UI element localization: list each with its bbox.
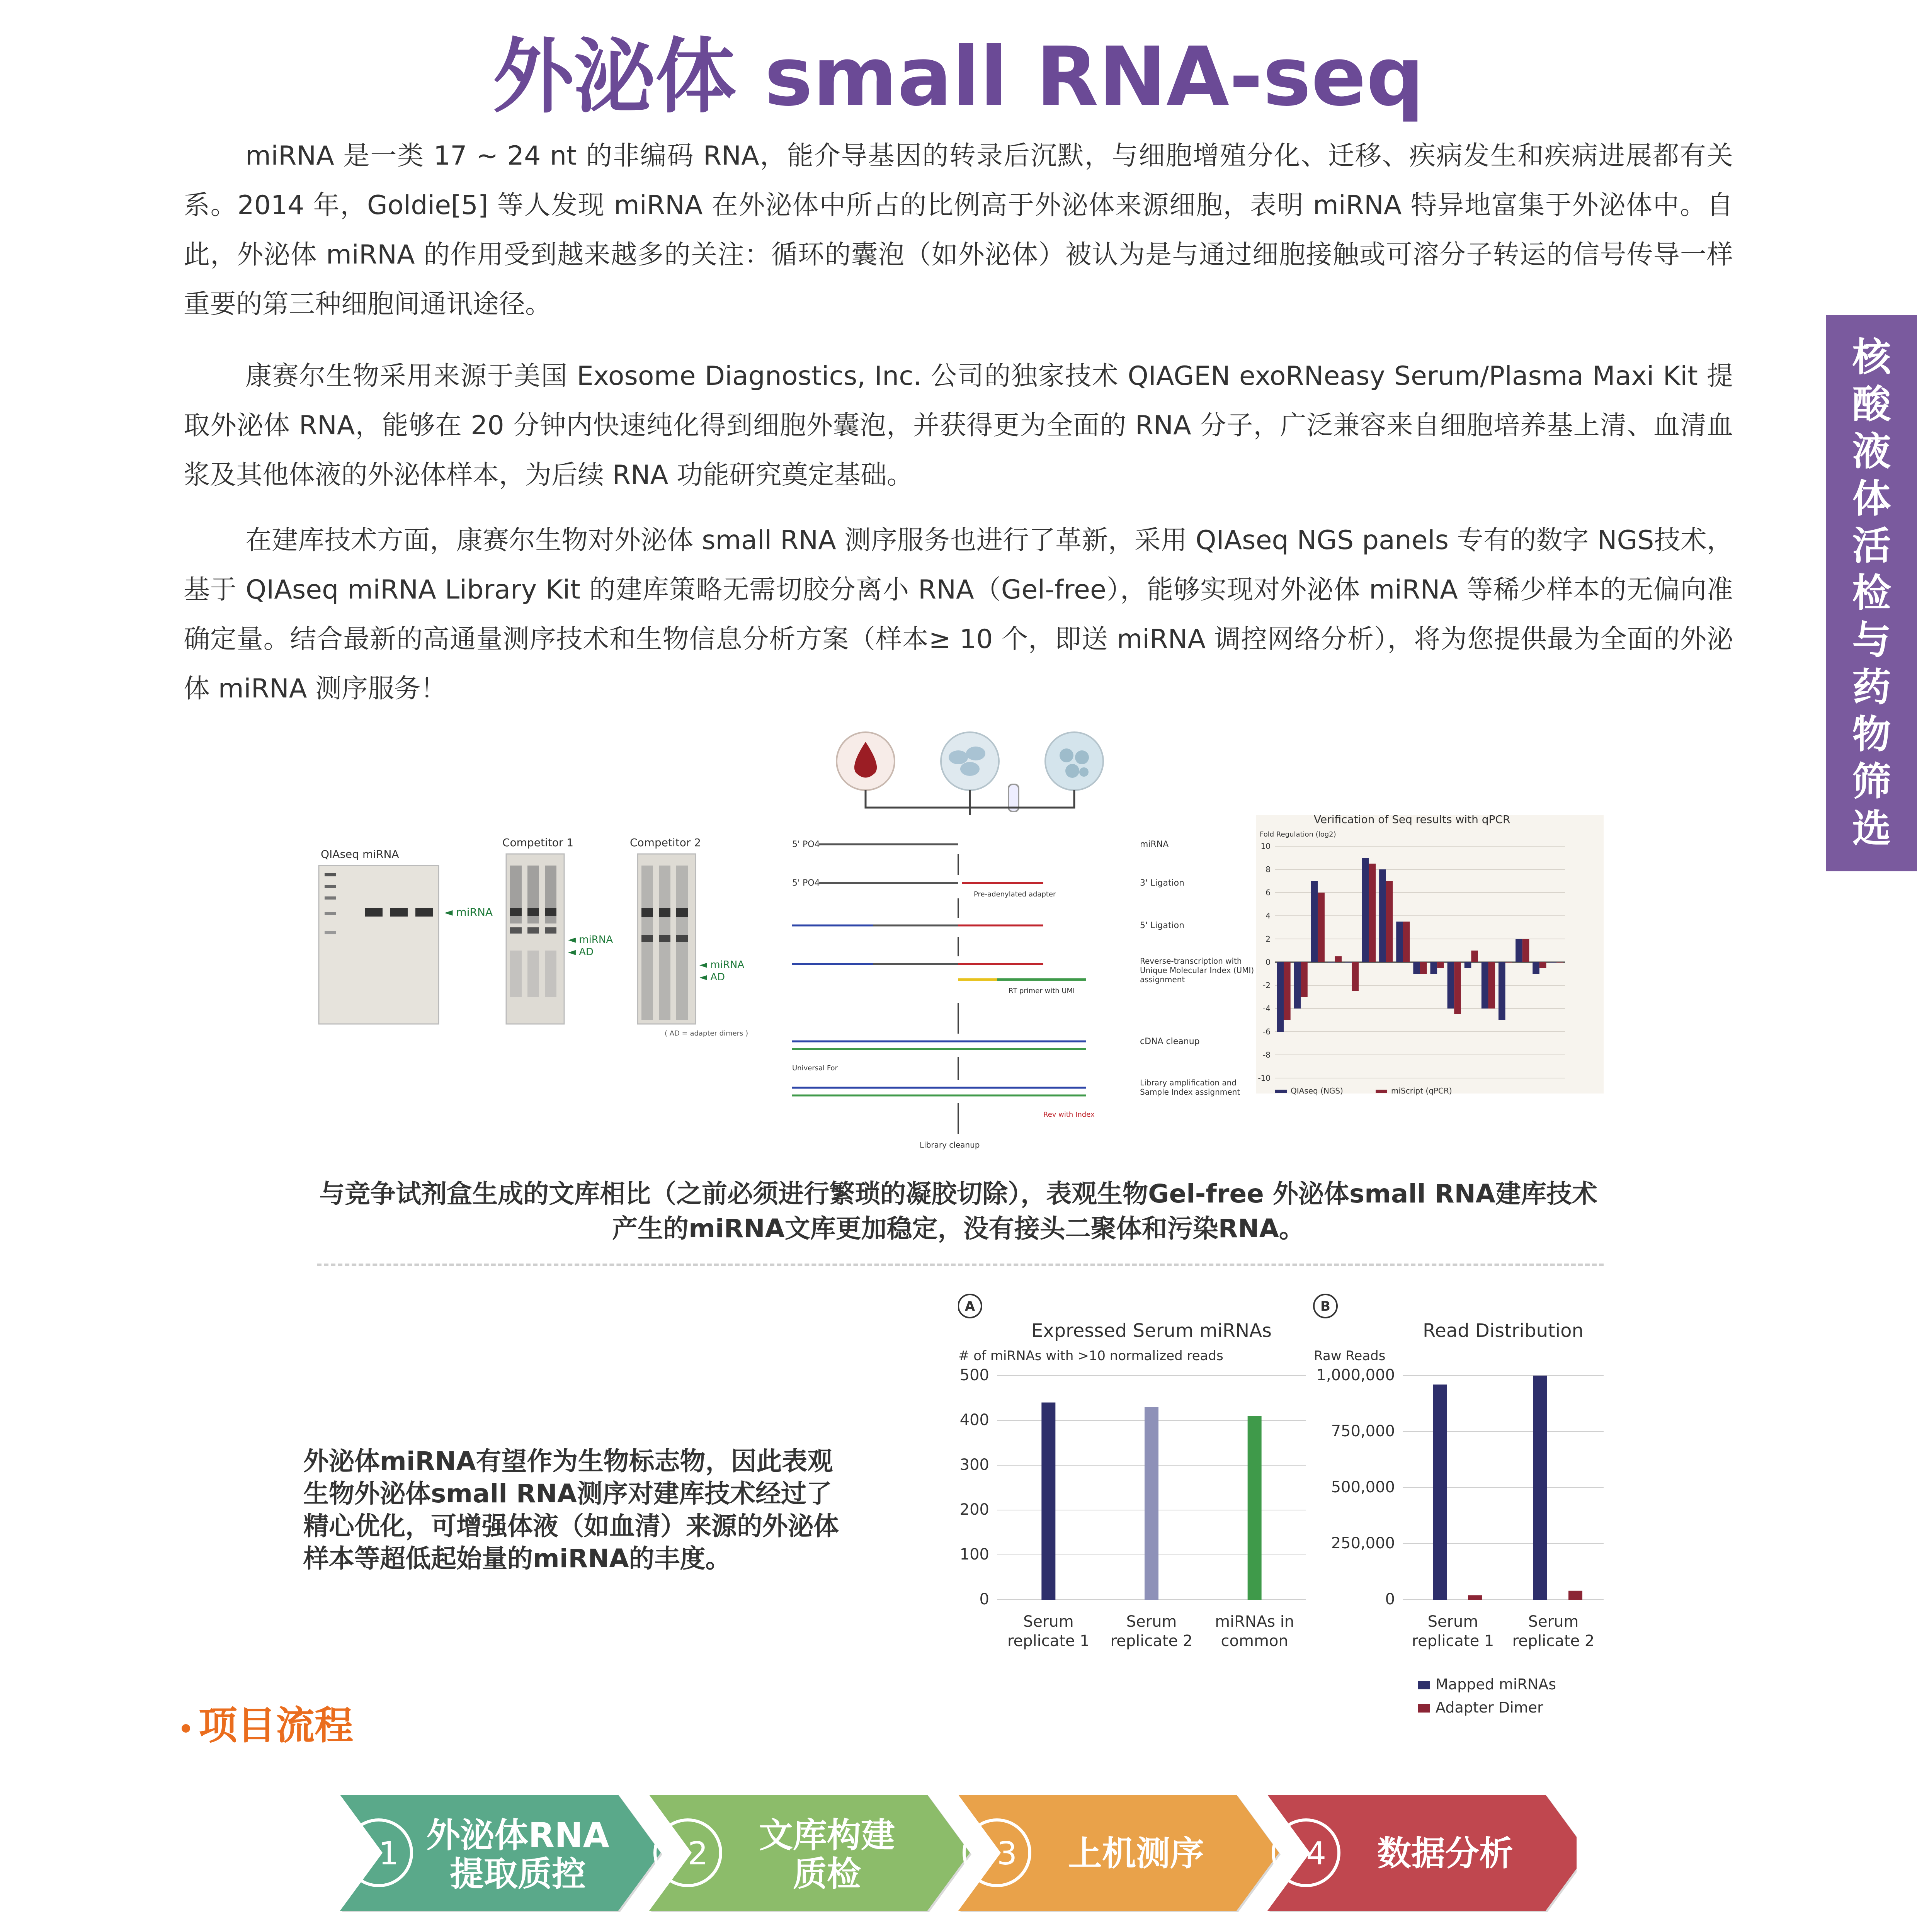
qpcr-bar	[1516, 939, 1522, 962]
side-tab-char: 与	[1852, 617, 1891, 663]
chart-bar	[1533, 1376, 1547, 1600]
process-flow	[340, 1785, 1577, 1920]
workflow-step-6: Library amplification and Sample Index assignment	[1140, 1078, 1240, 1097]
chart-category-label: replicate 2	[1110, 1632, 1193, 1650]
chart-bar	[1145, 1407, 1158, 1600]
qpcr-bar	[1379, 869, 1386, 962]
chart-ytick: 200	[959, 1501, 989, 1519]
chart-bar	[1248, 1416, 1262, 1600]
chart-ytick: 300	[959, 1456, 989, 1474]
side-tab-char: 活	[1852, 523, 1891, 568]
chart-bar	[1568, 1591, 1582, 1600]
chart-title: Expressed Serum miRNAs	[1031, 1320, 1272, 1342]
qpcr-legend-label: QIAseq (NGS)	[1291, 1086, 1343, 1095]
qpcr-bar	[1284, 962, 1291, 1020]
process-step-number: 03	[976, 1835, 1017, 1872]
qpcr-bar	[1369, 864, 1376, 962]
gel-qiaseq	[319, 866, 439, 1024]
section-heading-process	[182, 1694, 353, 1750]
gel-label-comp2: Competitor 2	[630, 836, 701, 849]
qpcr-bar	[1550, 962, 1556, 963]
chart-ylabel: # of miRNAs with >10 normalized reads	[958, 1348, 1223, 1364]
process-step-label: 文库构建	[759, 1815, 895, 1855]
process-step-label: 外泌体RNA	[426, 1815, 609, 1855]
workflow-po4-1: 5' PO4	[792, 840, 820, 849]
qpcr-ytick: -10	[1258, 1073, 1271, 1083]
qpcr-ytick: 2	[1266, 934, 1271, 944]
figure-caption-line-1: 与竞争试剂盒生成的文库相比（之前必须进行繁琐的凝胶切除），表观生物Gel-free 外泌体small RNA建库技术	[319, 1179, 1597, 1209]
chart-ytick: 750,000	[1331, 1422, 1395, 1440]
workflow-po4-2: 5' PO4	[792, 878, 820, 888]
process-step-label: 提取质控	[449, 1854, 586, 1894]
side-tab-char: 酸	[1852, 382, 1891, 427]
qpcr-bar	[1420, 962, 1427, 974]
chart-ytick: 100	[959, 1546, 989, 1563]
legend-label: Adapter Dimer	[1436, 1699, 1543, 1716]
process-step-label: 上机测序	[1068, 1833, 1204, 1873]
workflow-preadenylated: Pre-adenylated adapter	[974, 890, 1056, 898]
exosome-icon	[1045, 732, 1103, 790]
side-tab-char: 核	[1852, 335, 1891, 380]
dashed-divider	[317, 1264, 1604, 1266]
workflow-rev-index: Rev with Index	[1043, 1111, 1095, 1119]
qpcr-bar	[1430, 962, 1437, 974]
qpcr-chart	[1256, 813, 1604, 1095]
workflow-step-5: cDNA cleanup	[1140, 1037, 1200, 1046]
qpcr-ytick: -6	[1263, 1027, 1271, 1036]
qpcr-bar	[1539, 962, 1546, 968]
gel-label-comp1: Competitor 1	[502, 836, 574, 849]
qpcr-bar	[1413, 962, 1420, 974]
qpcr-bar	[1345, 962, 1352, 963]
chart-category-label: Serum	[1126, 1613, 1177, 1631]
qpcr-bar	[1352, 962, 1359, 991]
qpcr-bar	[1465, 962, 1471, 968]
qpcr-ytick: 0	[1266, 957, 1271, 967]
qpcr-bar	[1277, 962, 1284, 1032]
workflow-step-4: Reverse-transcription with Unique Molecular Index (UMI) assignment	[1140, 956, 1254, 984]
side-tab-char: 药	[1852, 665, 1891, 710]
process-step-number: 02	[667, 1835, 708, 1872]
qpcr-bar	[1396, 922, 1403, 962]
qpcr-bar	[1448, 962, 1454, 1009]
chart-ytick: 1,000,000	[1316, 1366, 1395, 1384]
chart-category-label: Serum	[1023, 1613, 1074, 1631]
intro-paragraph-2	[184, 352, 1733, 500]
chart-ytick: 500	[959, 1366, 989, 1384]
chart-ytick: 0	[1385, 1590, 1395, 1608]
figure-caption-line-2: 产生的miRNA文库更加稳定，没有接头二聚体和污染RNA。	[612, 1214, 1305, 1243]
side-tab-char: 检	[1852, 570, 1891, 616]
workflow-diagram	[792, 840, 1256, 1150]
qpcr-bar	[1335, 956, 1342, 962]
blood-drop-icon	[837, 732, 895, 790]
qpcr-ytick: -2	[1263, 981, 1271, 990]
chart-category-label: Serum	[1528, 1613, 1579, 1631]
qpcr-bar	[1488, 962, 1495, 1009]
chart-ytick: 250,000	[1331, 1534, 1395, 1552]
claim-text: 外泌体miRNA有望作为生物标志物，因此表观生物外泌体small RNA测序对建库技术经过了精心优化，可增强体液（如血清）来源的外泌体样本等超低起始量的miRNA的丰度。	[303, 1446, 839, 1573]
workflow-step-1: miRNA	[1140, 840, 1169, 849]
legend-swatch	[1418, 1704, 1430, 1713]
chart-bar	[1433, 1384, 1447, 1600]
legend-label: Mapped miRNAs	[1436, 1676, 1556, 1693]
process-step-number: 01	[358, 1835, 399, 1872]
qpcr-bar	[1482, 962, 1488, 1009]
legend-swatch	[1418, 1681, 1430, 1689]
qpcr-bar	[1301, 962, 1308, 997]
qpcr-title: Verification of Seq results with qPCR	[1314, 813, 1510, 826]
gel-footnote: ( AD = adapter dimers )	[665, 1029, 748, 1037]
side-tab	[1826, 315, 1917, 871]
chart-bar	[1041, 1403, 1055, 1600]
qpcr-bar	[1454, 962, 1461, 1014]
qpcr-legend-swatch	[1275, 1090, 1287, 1093]
gel-ad-marker-2: ◄ AD	[699, 971, 725, 983]
qpcr-ytick: 4	[1266, 911, 1271, 920]
workflow-universal: Universal For	[792, 1064, 838, 1072]
qpcr-bar	[1505, 962, 1512, 963]
gel-mirna-marker-1: ◄ miRNA	[444, 906, 493, 918]
side-tab-char: 液	[1852, 429, 1891, 474]
qpcr-bar	[1386, 881, 1393, 962]
chart-category-label: Serum	[1427, 1613, 1478, 1631]
qpcr-ytick: -8	[1263, 1050, 1271, 1060]
qpcr-ytick: 8	[1266, 865, 1271, 874]
qpcr-ytick: -4	[1263, 1004, 1271, 1013]
intro-paragraph-3	[184, 516, 1733, 714]
chart-category-label: replicate 2	[1512, 1632, 1595, 1650]
qpcr-panel-bg	[1256, 815, 1604, 1094]
qpcr-bar	[1522, 939, 1529, 962]
chart-ylabel: Raw Reads	[1314, 1348, 1386, 1364]
qpcr-bar	[1471, 951, 1478, 962]
qpcr-ytick: 10	[1260, 842, 1271, 851]
gel-ad-marker-1: ◄ AD	[568, 946, 594, 958]
figure-serum-mirna-charts	[958, 1283, 1623, 1739]
qpcr-legend-swatch	[1376, 1090, 1387, 1093]
chart-category-label: miRNAs in	[1215, 1613, 1294, 1631]
bullet-dot	[182, 1724, 190, 1733]
chart-ytick: 0	[979, 1590, 989, 1608]
chart-category-label: common	[1221, 1632, 1288, 1650]
process-step-label: 质检	[793, 1854, 861, 1894]
process-step-label: 数据分析	[1377, 1833, 1514, 1873]
workflow-cleanup: Library cleanup	[920, 1140, 980, 1150]
workflow-step-3: 5' Ligation	[1140, 921, 1184, 930]
gel-label-qiaseq: QIAseq miRNA	[321, 848, 399, 861]
qpcr-bar	[1294, 962, 1301, 1009]
panel-badge-letter: B	[1320, 1299, 1330, 1314]
chart-category-label: replicate 1	[1412, 1632, 1494, 1650]
intro-text-3: 在建库技术方面，康赛尔生物对外泌体 small RNA 测序服务也进行了革新，采用 QIAseq NGS panels 专有的数字 NGS技术，基于 QIAseq miRNA Library Kit 的建库策略无需切胶分离小 RNA（Gel-free），能够实现对外泌体 miRNA 等稀少样本的无偏向准确定量。结合最新的高通量测序技术和生物信息分析方案（样本≥ 10 个，即送 miRNA 调控网络分析），将为您提供最为全面的外泌体 miRNA 测序服务！	[184, 525, 1733, 704]
panel-badge-letter: A	[964, 1299, 975, 1314]
workflow-step-2: 3' Ligation	[1140, 878, 1184, 888]
page-title: 外泌体 small RNA-seq	[493, 29, 1424, 124]
qpcr-bar	[1499, 962, 1505, 1020]
qpcr-ylabel: Fold Regulation (log2)	[1260, 830, 1336, 838]
chart-category-label: replicate 1	[1007, 1632, 1090, 1650]
process-step-number: 04	[1286, 1835, 1327, 1872]
qpcr-bar	[1318, 893, 1325, 962]
chart-bar	[1468, 1595, 1482, 1600]
intro-text-1: miRNA 是一类 17 ~ 24 nt 的非编码 RNA，能介导基因的转录后沉默，与细胞增殖分化、迁移、疾病发生和疾病进展都有关系。2014 年，Goldie[5] 等人发现 miRNA 在外泌体中所占的比例高于外泌体来源细胞，表明 miRNA 特异地富集于外泌体中。自此，外泌体 miRNA 的作用受到越来越多的关注：循环的囊泡（如外泌体）被认为是与通过细胞接触或可溶分子转运的信号传导一样重要的第三种细胞间通讯途径。	[184, 141, 1733, 320]
figure-library-comparison	[317, 726, 1615, 1171]
intro-text-2: 康赛尔生物采用来源于美国 Exosome Diagnostics, Inc. 公司的独家技术 QIAGEN exoRNeasy Serum/Plasma Maxi Kit 提取外泌体 RNA，能够在 20 分钟内快速纯化得到细胞外囊泡，并获得更为全面的 RNA 分子，广泛兼容来自细胞培养基上清、血清血浆及其他体液的外泌体样本，为后续 RNA 功能研究奠定基础。	[184, 361, 1733, 490]
gel-competitor-2-bands	[641, 866, 688, 1020]
side-tab-char: 体	[1852, 476, 1891, 521]
side-tab-char: 筛	[1852, 759, 1891, 804]
qpcr-legend-label: miScript (qPCR)	[1391, 1086, 1452, 1095]
gel-mirna-marker-3: ◄ miRNA	[699, 959, 745, 971]
merge-arrow	[866, 790, 1074, 815]
qpcr-bar	[1403, 922, 1410, 962]
gel-mirna-marker-2: ◄ miRNA	[568, 934, 613, 946]
qpcr-ytick: 6	[1266, 888, 1271, 897]
gel-competitor-1-bands	[510, 866, 556, 997]
qpcr-bar	[1328, 962, 1335, 963]
side-tab-char: 物	[1852, 712, 1891, 757]
qpcr-bar	[1437, 962, 1444, 968]
workflow-rt-primer: RT primer with UMI	[1009, 987, 1075, 995]
cells-icon	[941, 732, 999, 790]
section-heading-process-text: 项目流程	[199, 1703, 353, 1748]
chart-ytick: 500,000	[1331, 1478, 1395, 1496]
qpcr-bar	[1311, 881, 1318, 962]
qpcr-bar	[1556, 962, 1563, 963]
chart-title: Read Distribution	[1423, 1320, 1584, 1342]
qpcr-bar	[1533, 962, 1539, 974]
side-tab-char: 选	[1852, 806, 1891, 851]
qpcr-bar	[1362, 858, 1369, 962]
intro-paragraph-1	[184, 131, 1733, 329]
chart-ytick: 400	[959, 1411, 989, 1429]
